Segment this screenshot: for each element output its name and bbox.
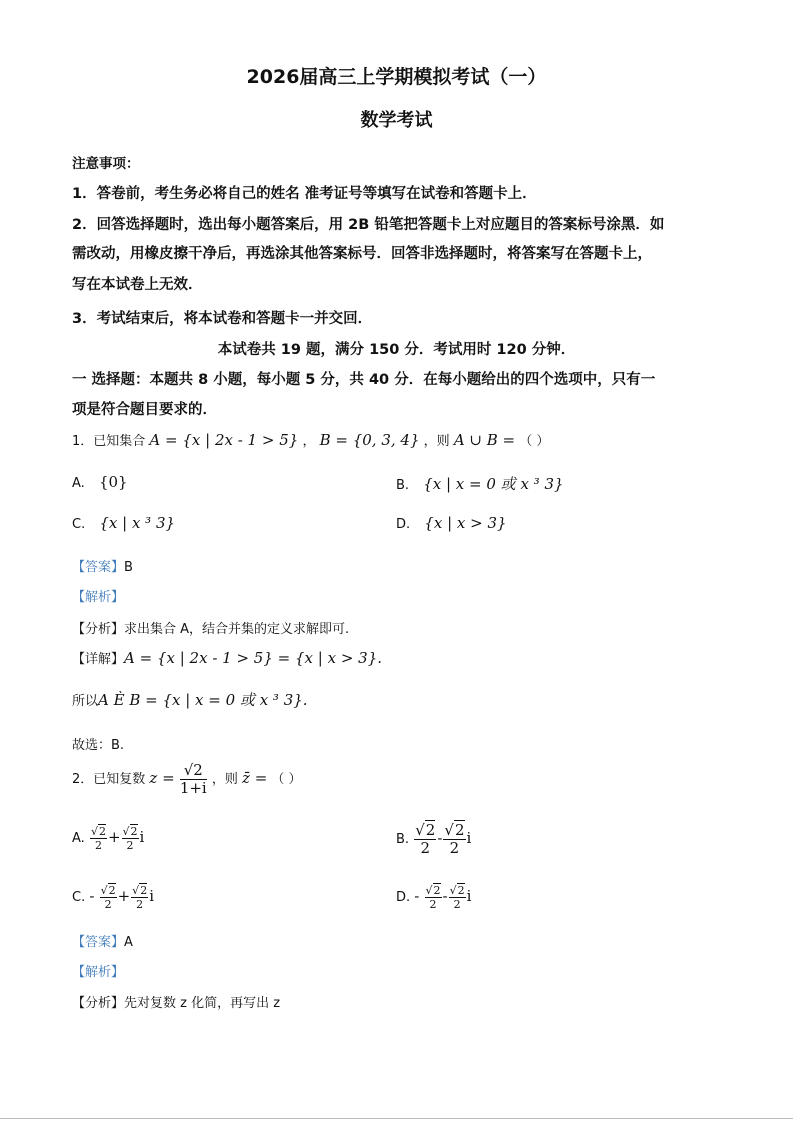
q1-option-b-label: B. [396,478,410,493]
notice-item-2-line2: 需改动，用橡皮擦干净后，再选涂其他答案标号．回答非选择题时，将答案写在答题卡上， [72,246,652,262]
section1-line2: 项是符合题目要求的． [72,402,217,418]
q2-option-b[interactable] [396,823,471,856]
q2-answer [72,931,133,950]
section1-line1: 一 选择题：本题共 8 小题，每小题 5 分，共 40 分．在每小题给出的四个选项中，只有一 [72,372,656,388]
q2-option-b-op: - [437,829,443,847]
q2-zbar: z̄ = [242,769,268,787]
q1-detail [72,648,382,667]
q2-option-c-frac2-num-val: 2 [140,884,148,897]
q2-option-b-frac1 [414,823,436,856]
q2-option-c-frac2 [131,885,148,910]
q2-option-d-frac2-num-val: 2 [457,884,465,897]
q1-option-c-label: C. [72,517,86,532]
q1-fenxi-tag: 【分析】 [72,622,125,637]
q1-option-b[interactable] [396,473,564,494]
notice-item-3-text: 考试结束后，将本试卷和答题卡一并交回． [96,311,373,327]
q2-paren: （ ） [271,772,302,787]
q2-option-a-frac2-num-val: 2 [130,825,138,838]
q2-fenxi [72,992,280,1011]
notice-item-3 [72,307,372,328]
q1-analysis-tag: 【解析】 [72,590,125,605]
q1-set-b: B = {0, 3, 4} [319,431,420,449]
q1-choice: 故选：B. [72,738,125,753]
q2-option-a-frac2 [122,826,139,851]
exam-summary: 本试卷共 19 题，满分 150 分．考试用时 120 分钟． [217,342,576,358]
q1-option-d-label: D. [396,517,411,532]
q1-union: A ∪ B = [453,431,516,449]
q2-option-b-frac2-num-val: 2 [454,821,465,839]
q1-answer-value: B [124,560,133,575]
q1-option-a[interactable] [72,473,128,491]
q1-so-expr: A È B = {x | x = 0 或 x ³ 3}. [98,691,308,709]
q2-option-c-frac1-num-val: 2 [108,884,116,897]
q1-detail-expr: A = {x | 2x - 1 > 5} = {x | x > 3}. [124,649,383,667]
q1-stem [72,430,549,449]
q2-fraction [180,763,207,796]
q2-option-a-op: + [107,828,121,846]
q2-option-d-frac1-num: √2 [425,884,441,897]
exam-subtitle: 数学考试 [360,110,433,131]
q2-fraction-num: √2 [180,763,207,780]
q2-option-c-frac2-den: 2 [136,898,144,911]
q2-option-a-label: A. [72,831,85,846]
q2-stem [72,763,302,796]
q2-answer-tag: 【答案】 [72,935,125,950]
q1-option-b-text: {x | x = 0 或 x ³ 3} [423,475,564,493]
q1-answer-tag: 【答案】 [72,560,125,575]
q1-prefix: 1．已知集合 [72,434,146,449]
q2-answer-value: A [124,935,133,950]
q2-option-d-sign: - [414,887,420,905]
q1-detail-tag: 【详解】 [72,652,125,667]
q2-option-d-frac2-num: √2 [449,884,465,897]
q2-option-d-frac2 [449,885,466,910]
q2-option-d-frac2-den: 2 [453,898,461,911]
q2-option-d-frac1-num-val: 2 [433,884,441,897]
notice-item-2 [72,213,664,234]
q1-option-d-text: {x | x > 3} [424,514,507,532]
q1-option-c-text: {x | x ³ 3} [99,514,176,532]
q1-fenxi [72,618,349,637]
q2-fraction-den: 1+i [179,779,207,797]
q2-option-c-label: C. [72,890,86,905]
q1-paren: （ ） [519,434,550,449]
exam-title: 2026届高三上学期模拟考试（一） [246,66,547,88]
q2-option-c-frac2-num: √2 [132,884,148,897]
q2-option-c-op: + [117,887,131,905]
q2-option-d-frac1 [425,885,442,910]
q2-option-b-frac2-den: 2 [449,839,460,857]
q2-then: ，则 [211,772,238,787]
q2-option-b-label: B. [396,832,410,847]
q1-option-a-text: {0} [98,473,128,491]
q2-option-a[interactable] [72,826,144,851]
q2-fenxi-text: 先对复数 z 化简，再写出 z [124,996,281,1011]
q2-option-d-label: D. [396,890,411,905]
q2-option-d-frac1-den: 2 [429,898,437,911]
q2-option-d-tail: i [466,887,472,905]
q2-analysis-tag: 【解析】 [72,965,125,980]
notice-item-1-num: 1． [72,186,97,202]
q2-option-a-frac1-num: √2 [90,825,106,838]
notice-item-1 [72,182,537,203]
notice-item-2-line1: 回答选择题时，选出每小题答案后，用 2B 铅笔把答题卡上对应题目的答案标号涂黑．如 [96,217,665,233]
notice-item-3-num: 3． [72,311,97,327]
q2-option-b-frac1-den: 2 [420,839,431,857]
q2-option-a-frac1 [90,826,107,851]
q2-option-d[interactable] [396,885,471,910]
q2-option-b-tail: i [466,829,472,847]
q1-comma: ， [302,434,316,449]
q2-option-b-frac1-num-val: 2 [425,821,436,839]
q1-fenxi-text: 求出集合 A，结合并集的定义求解即可. [124,622,350,637]
q1-so [72,689,308,710]
q2-option-b-frac2-num: √2 [444,821,465,839]
q2-option-c-frac1 [100,885,117,910]
q2-option-c-frac1-den: 2 [104,898,112,911]
q2-option-c-sign: - [89,887,95,905]
q2-option-d-op: - [442,887,448,905]
q2-prefix: 2．已知复数 [72,772,146,787]
notice-item-2-num: 2． [72,217,97,233]
q2-option-a-frac2-den: 2 [126,839,134,852]
q2-option-a-frac1-den: 2 [94,839,102,852]
q1-set-a: A = {x | 2x - 1 > 5} [149,431,299,449]
notice-item-2-line3: 写在本试卷上无效． [72,277,203,293]
q2-option-c-frac1-num: √2 [100,884,116,897]
q2-z: z = [149,769,175,787]
q2-option-b-frac1-num: √2 [415,821,436,839]
q1-suffix: ，则 [423,434,450,449]
notice-heading: 注意事项： [72,156,140,172]
page-bottom-divider [0,1118,793,1119]
q2-option-a-tail: i [139,828,145,846]
q1-so-prefix: 所以 [72,694,99,709]
q2-option-a-frac2-num: √2 [122,825,138,838]
q2-option-c[interactable] [72,885,154,910]
notice-item-1-text: 答卷前，考生务必将自己的姓名 准考证号等填写在试卷和答题卡上． [96,186,537,202]
q2-option-c-tail: i [149,887,154,905]
q1-option-d[interactable] [396,514,507,532]
q1-option-c[interactable] [72,514,175,532]
q2-option-b-frac2 [443,823,465,856]
q1-answer [72,556,133,575]
q1-option-a-label: A. [72,476,85,491]
q2-fenxi-tag: 【分析】 [72,996,125,1011]
q2-option-a-frac1-num-val: 2 [98,825,106,838]
